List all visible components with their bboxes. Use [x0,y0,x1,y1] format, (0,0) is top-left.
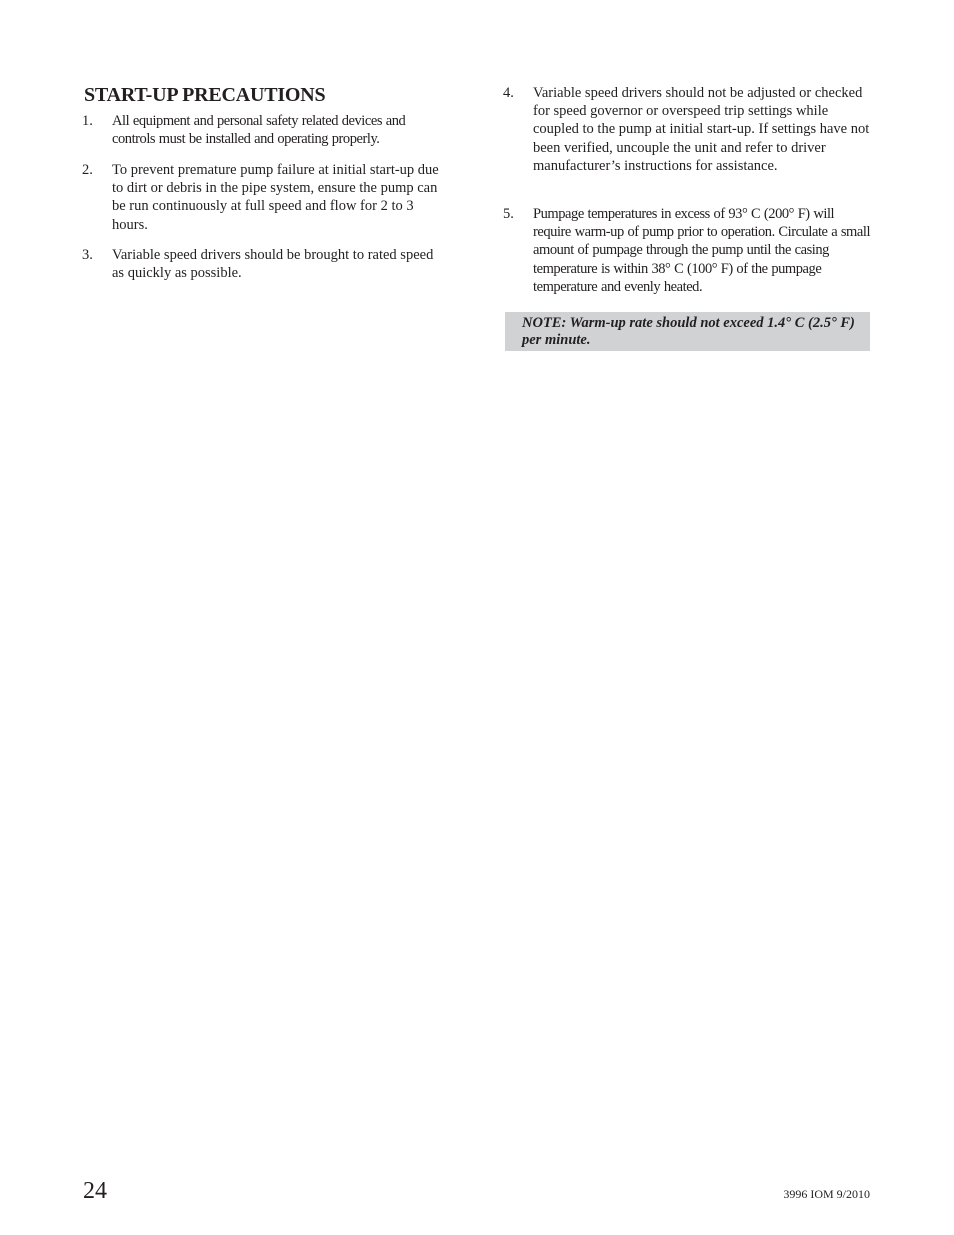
item-number: 4. [503,85,514,101]
item-text: All equipment and personal safety related devices and controls must be installed and operating properly. [112,113,406,148]
item-number: 2. [82,162,93,178]
section-title: START-UP PRECAUTIONS [84,84,326,106]
list-item [84,112,446,148]
document-reference: 3996 IOM 9/2010 [783,1187,870,1201]
item-number: 1. [82,113,93,129]
list-item [503,205,871,296]
list-item [84,246,446,282]
list-item [503,84,871,175]
warm-up-note [505,312,870,351]
item-text: Variable speed drivers should be brought to rated speed as quickly as possible. [112,247,434,282]
item-text: Pumpage temperatures in excess of 93° C (200° F) will require warm-up of pump prior to operation. Circulate a small amount of pumpage through the pump until the casing temperature is within 38° C (100° F) of the pumpage temperature and evenly heated. [533,206,871,295]
item-number: 3. [82,247,93,263]
item-text: Variable speed drivers should not be adjusted or checked for speed governor or overspeed trip settings while coupled to the pump at initial start-up. If settings have not been verified, uncouple the unit and refer to driver manufacturer’s instructions for assistance. [533,85,870,174]
item-number: 5. [503,206,514,222]
item-text: To prevent premature pump failure at initial start-up due to dirt or debris in the pipe system, ensure the pump can be run continuously at full speed and flow for 2 to 3 hours. [112,162,439,233]
note-text: NOTE: Warm-up rate should not exceed 1.4° C (2.5° F) per minute. [522,315,855,348]
page-number: 24 [83,1178,107,1204]
list-item [84,161,446,234]
